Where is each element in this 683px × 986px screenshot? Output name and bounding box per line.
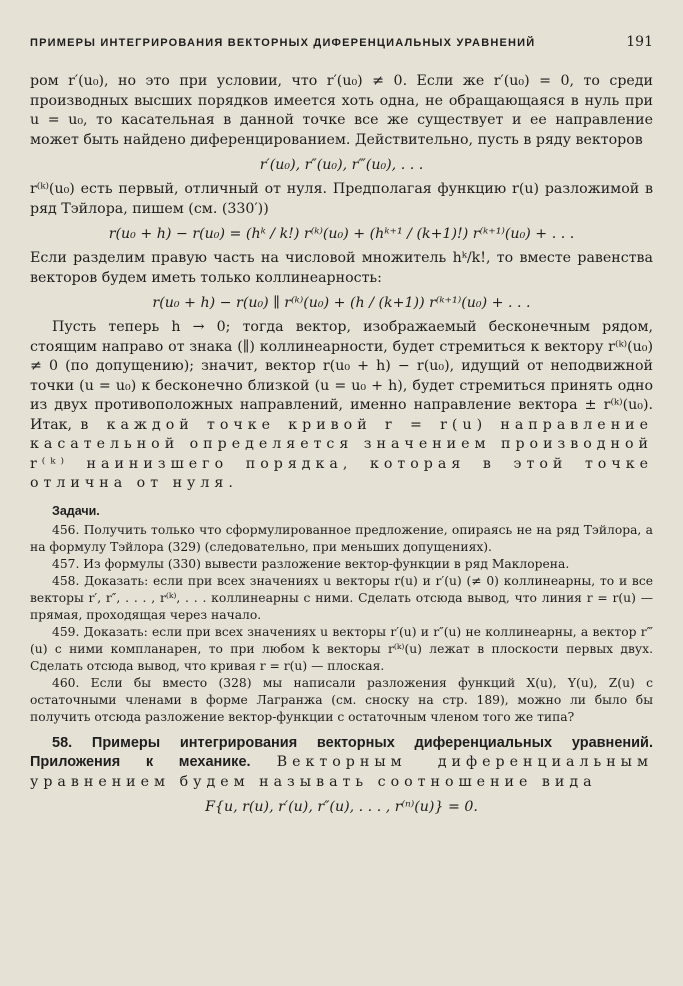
page-number: 191 (626, 34, 653, 50)
formula-taylor: r(u₀ + h) − r(u₀) = (hᵏ / k!) r⁽ᵏ⁾(u₀) + (hᵏ⁺¹ / (k+1)!) r⁽ᵏ⁺¹⁾(u₀) + . . . (108, 226, 575, 242)
paragraph-3: Если разделим правую часть на числовой множитель hᵏ/k!, то вместе равенства векторов будем иметь только коллинеарность: (30, 250, 653, 286)
task-456: 456. Получить только что сформулированное предложение, опираясь не на ряд Тэйлора, а на формулу Тэйлора (329) (следовательно, при меньших допущениях). (30, 522, 653, 554)
tasks-heading: Задачи. (52, 503, 100, 518)
task-458: 458. Доказать: если при всех значениях u векторы r(u) и r′(u) (≠ 0) коллинеарны, то и все векторы r′, r″, . . . , r⁽ᵏ⁾, . . . коллинеарны с ними. Сделать отсюда вывод, что линия r = r(u) — прямая, проходящая через начало. (30, 573, 653, 622)
paragraph-2: r⁽ᵏ⁾(u₀) есть первый, отличный от нуля. Предполагая функцию r(u) разложимой в ряд Тэйлора, пишем (см. (330′)) (30, 181, 653, 217)
paragraph-1: ром r′(u₀), но это при условии, что r′(u₀) ≠ 0. Если же r′(u₀) = 0, то среди производных высших порядков имеется хоть одна, не обращающаяся в нуль при u = u₀, то касательная в данной точке все же существует и ее направление может быть найдено дифеpенцированием. Действительно, пусть в ряду векторов (30, 73, 653, 148)
task-459: 459. Доказать: если при всех значениях u векторы r′(u) и r″(u) не коллинеарны, а вектор r‴(u) с ними компланарен, то при любом k векторы r⁽ᵏ⁾(u) лежат в плоскости первых двух. Сделать отсюда вывод, что кривая r = r(u) — плоская. (30, 624, 653, 673)
theorem-spaced-text: в каждой точке кривой r = r(u) направление касательной определяется значением производной r⁽ᵏ⁾ наинизшего порядка, которая в этой точке отлична от нуля. (30, 416, 653, 491)
running-header (30, 34, 653, 50)
task-460: 460. Если бы вместо (328) мы написали разложения функций X(u), Y(u), Z(u) с остаточными членами в форме Лагранжа (см. сноску на стр. 189), можно ли было бы получить отсюда разложение вектор-функции с остаточным членом того же типа? (30, 675, 653, 724)
paragraph-4-text: Пусть теперь h → 0; тогда вектор, изображаемый бесконечным рядом, стоящим направо от знака (∥) коллинеарности, будет стремиться к вектору r⁽ᵏ⁾(u₀) ≠ 0 (по допущению); значит, вектор r(u₀ + h) − r(u₀), идущий от неподвижной точки (u = u₀) к бесконечно близкой (u = u₀ + h), будет стремиться принять одно из двух противоположных направлений, именно направление вектора ± r⁽ᵏ⁾(u₀). Итак, (30, 319, 653, 433)
section-58 (30, 734, 653, 793)
paragraph-4 (30, 318, 653, 494)
formula-collinearity: r(u₀ + h) − r(u₀) ∥ r⁽ᵏ⁾(u₀) + (h / (k+1)) r⁽ᵏ⁺¹⁾(u₀) + . . . (152, 295, 531, 311)
section-text: Векторным диференциальным уравнением будем называть соотношение вида (30, 754, 654, 790)
tasks-block (30, 504, 653, 726)
header-title: ПРИМЕРЫ ИНТЕГРИРОВАНИЯ ВЕКТОРНЫХ ДИФЕРЕНЦИАЛЬНЫХ УРАВНЕНИЙ (30, 37, 536, 49)
formula-derivatives: r′(u₀), r″(u₀), r‴(u₀), . . . (259, 157, 424, 173)
section-title: 58. Примеры интегрирования векторных диференциальных уравнений. Приложения к механике. (30, 734, 653, 770)
task-457: 457. Из формулы (330) вывести разложение вектор-функции в ряд Маклорена. (52, 556, 570, 571)
formula-vector-ode: F{u, r(u), r′(u), r″(u), . . . , r⁽ⁿ⁾(u)} = 0. (205, 799, 478, 815)
